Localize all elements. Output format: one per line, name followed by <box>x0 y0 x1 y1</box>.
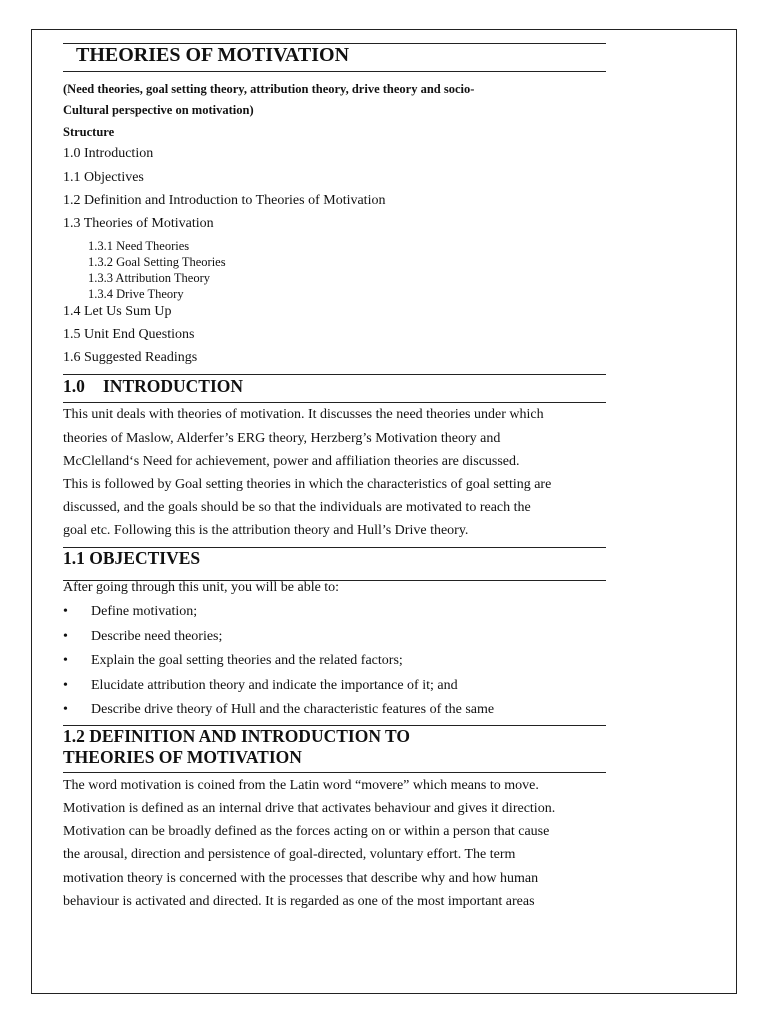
subtitle-line-2: Cultural perspective on motivation) <box>63 103 254 117</box>
bullet-icon: • <box>63 678 68 693</box>
toc-item: 1.2 Definition and Introduction to Theories of Motivation <box>63 193 386 208</box>
bullet-icon: • <box>63 629 68 644</box>
definition-paragraph-line: Motivation is defined as an internal drive that activates behaviour and gives it direction. <box>63 801 556 816</box>
title-bottom-rule <box>63 71 606 72</box>
definition-paragraph-line: Motivation can be broadly defined as the forces acting on or within a person that cause <box>63 824 550 839</box>
objective-bullet <box>63 604 197 620</box>
objective-bullet <box>63 678 458 694</box>
section-rule <box>63 374 606 375</box>
definition-paragraph-line: the arousal, direction and persistence of goal-directed, voluntary effort. The term <box>63 847 516 862</box>
intro-paragraph-line: This unit deals with theories of motivation. It discusses the need theories under which <box>63 407 544 422</box>
objective-bullet <box>63 629 222 645</box>
objectives-lead: After going through this unit, you will be able to: <box>63 580 340 595</box>
bullet-icon: • <box>63 702 68 717</box>
intro-heading-text: INTRODUCTION <box>103 376 244 396</box>
toc-item: 1.5 Unit End Questions <box>63 327 195 342</box>
intro-paragraph-line: McClelland‘s Need for achievement, power and affiliation theories are discussed. <box>63 454 520 469</box>
intro-paragraph-line: discussed, and the goals should be so that the individuals are motivated to reach the <box>63 500 531 515</box>
toc-item: 1.4 Let Us Sum Up <box>63 304 172 319</box>
section-rule <box>63 402 606 403</box>
definition-paragraph-line: motivation theory is concerned with the processes that describe why and how human <box>63 871 539 886</box>
objective-text: Describe drive theory of Hull and the characteristic features of the same <box>91 702 495 717</box>
toc-item: 1.1 Objectives <box>63 170 144 185</box>
intro-heading-number: 1.0 <box>63 376 85 396</box>
toc-subitem: 1.3.2 Goal Setting Theories <box>88 255 226 269</box>
bullet-icon: • <box>63 604 68 619</box>
intro-paragraph-line: theories of Maslow, Alderfer’s ERG theory, Herzberg’s Motivation theory and <box>63 431 501 446</box>
objective-text: Define motivation; <box>91 604 198 619</box>
intro-paragraph-line: goal etc. Following this is the attribution theory and Hull’s Drive theory. <box>63 523 469 538</box>
bullet-icon: • <box>63 653 68 668</box>
objective-text: Elucidate attribution theory and indicate the importance of it; and <box>91 678 458 693</box>
definition-paragraph-line: The word motivation is coined from the Latin word “movere” which means to move. <box>63 778 539 793</box>
objective-text: Describe need theories; <box>91 629 223 644</box>
subtitle-line-1: (Need theories, goal setting theory, attribution theory, drive theory and socio- <box>63 82 475 96</box>
intro-paragraph-line: This is followed by Goal setting theories in which the characteristics of goal setting are <box>63 477 552 492</box>
objectives-heading: 1.1 OBJECTIVES <box>63 548 201 568</box>
structure-label: Structure <box>63 125 115 139</box>
definition-paragraph-line: behaviour is activated and directed. It is regarded as one of the most important areas <box>63 894 535 909</box>
toc-subitem: 1.3.3 Attribution Theory <box>88 271 210 285</box>
toc-subitem: 1.3.1 Need Theories <box>88 239 190 253</box>
definition-heading-line-1: 1.2 DEFINITION AND INTRODUCTION TO <box>63 726 410 746</box>
document-title: THEORIES OF MOTIVATION <box>76 44 350 66</box>
definition-heading-line-2: THEORIES OF MOTIVATION <box>63 747 302 767</box>
intro-heading <box>63 376 243 397</box>
toc-item: 1.6 Suggested Readings <box>63 350 198 365</box>
toc-item: 1.3 Theories of Motivation <box>63 216 214 231</box>
objective-bullet <box>63 653 403 669</box>
objective-bullet <box>63 702 494 718</box>
objective-text: Explain the goal setting theories and the related factors; <box>91 653 403 668</box>
section-rule <box>63 772 606 773</box>
toc-subitem: 1.3.4 Drive Theory <box>88 287 184 301</box>
toc-item: 1.0 Introduction <box>63 146 154 161</box>
